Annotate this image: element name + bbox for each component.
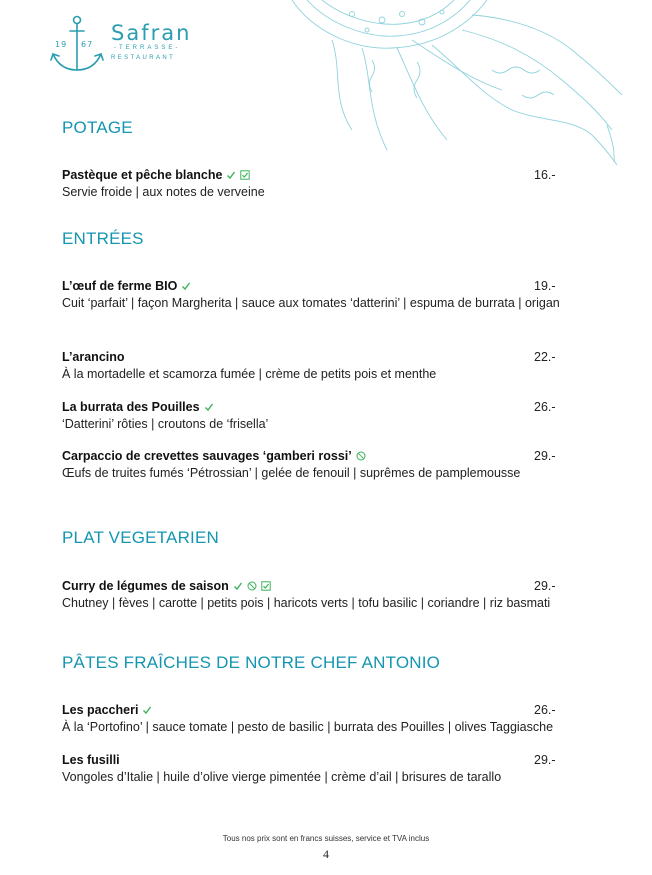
item-name: Pastèque et pêche blanche [62, 168, 223, 182]
section-title-potage: POTAGE [62, 118, 133, 137]
vegetarian-check [181, 281, 191, 291]
lactose-free-icon [247, 581, 257, 591]
menu-item [62, 579, 562, 612]
item-name: Carpaccio de crevettes sauvages ‘gamberi rossi’ [62, 449, 352, 463]
price-note: Tous nos prix sont en francs suisses, service et TVA inclus [222, 834, 430, 843]
vegetarian-check [142, 705, 152, 715]
item-name: L’œuf de ferme BIO [62, 279, 178, 293]
menu-item [62, 449, 562, 482]
menu-item [62, 350, 562, 383]
item-description: Vongoles d’Italie | huile d’olive vierge pimentée | crème d’ail | brisures de tarallo [62, 770, 502, 784]
item-price: 22.- [534, 350, 556, 364]
item-price: 26.- [534, 703, 556, 717]
item-name: La burrata des Pouilles [62, 400, 200, 414]
logo-year-right: 67 [81, 40, 94, 49]
item-description: ‘Datterini’ rôties | croutons de ‘frisella’ [62, 417, 269, 431]
vegan-check [226, 170, 236, 180]
section-title-entrees: ENTRÉES [62, 229, 144, 248]
item-price: 29.- [534, 579, 556, 593]
brand-name: Safran [111, 21, 192, 45]
restaurant-logo [50, 14, 220, 76]
section-title-pates: PÂTES FRAÎCHES DE NOTRE CHEF ANTONIO [62, 653, 441, 672]
diet-icons [138, 703, 152, 717]
menu-item [62, 279, 562, 312]
vegetarian-check [204, 402, 214, 412]
item-price: 19.- [534, 279, 556, 293]
item-price: 16.- [534, 168, 556, 182]
item-name: L’arancino [62, 350, 125, 364]
item-price: 29.- [534, 753, 556, 767]
brand-subtitle-restaurant: RESTAURANT [111, 55, 176, 61]
item-name: Curry de légumes de saison [62, 579, 229, 593]
item-description: À la ‘Portofino’ | sauce tomate | pesto de basilic | burrata des Pouilles | olives Taggiasche [62, 720, 554, 734]
brand-subtitle-terrasse: -TERRASSE- [114, 45, 181, 51]
diet-icons [222, 168, 250, 182]
page-number: 4 [323, 847, 329, 861]
menu-item [62, 753, 562, 786]
item-description: Œufs de truites fumés ‘Pétrossian’ | gelée de fenouil | suprêmes de pamplemousse [62, 466, 521, 480]
item-price: 26.- [534, 400, 556, 414]
vegetarian-check [233, 581, 243, 591]
menu-item [62, 168, 562, 201]
diet-icons [229, 579, 271, 593]
item-description: Chutney | fèves | carotte | petits pois | haricots verts | tofu basilic | coriandre | riz basmati [62, 596, 551, 610]
menu-item [62, 400, 562, 433]
diet-icons [352, 449, 366, 463]
item-description: À la mortadelle et scamorza fumée | crème de petits pois et menthe [62, 367, 437, 381]
gluten-free-check [261, 581, 271, 591]
diet-icons [200, 400, 214, 414]
diet-icons [177, 279, 191, 293]
logo-year-left: 19 [55, 40, 68, 49]
section-title-plat-vegetarien: PLAT VEGETARIEN [62, 528, 219, 547]
jellyfish-decoration [272, 0, 632, 170]
menu-item [62, 703, 562, 736]
item-description: Servie froide | aux notes de verveine [62, 185, 265, 199]
item-description: Cuit ‘parfait’ | façon Margherita | sauce aux tomates ‘datterini’ | espuma de burrata | origan [62, 296, 560, 310]
lactose-free-icon [356, 451, 366, 461]
item-price: 29.- [534, 449, 556, 463]
item-name: Les fusilli [62, 753, 120, 767]
item-name: Les paccheri [62, 703, 139, 717]
gluten-free-check [240, 170, 250, 180]
